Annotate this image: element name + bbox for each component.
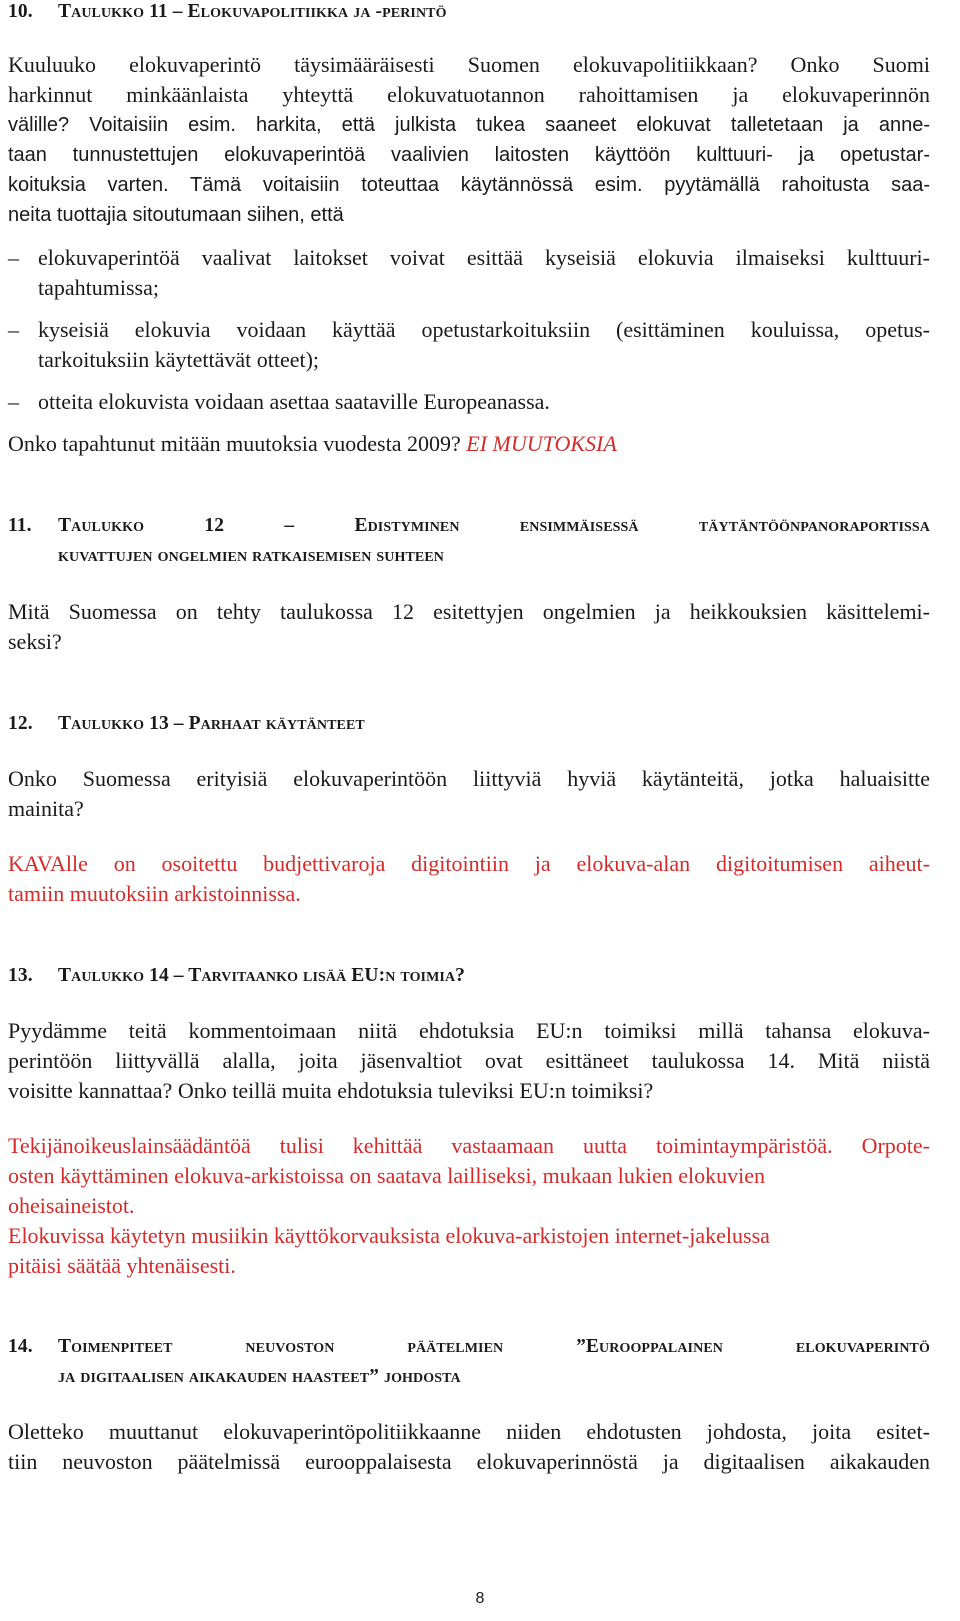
dash-marker: – (8, 317, 19, 342)
section-title-cont: kuvattujen ongelmien ratkaisemisen suhteen (58, 545, 445, 566)
text-line: Mitä Suomessa on tehty taulukossa 12 esitettyjen ongelmien ja heikkouksien käsittelemi- (8, 599, 930, 624)
section-title: Toimenpiteet neuvoston päätelmien ”Eurooppalainen elokuvaperintö (58, 1336, 930, 1357)
bullet-text: otteita elokuvista voidaan asettaa saataville Europeanassa. (38, 389, 550, 414)
bullet-text: tarkoituksiin käytettävät otteet); (38, 347, 320, 372)
answer-line: Tekijänoikeuslainsäädäntöä tulisi kehittää vastaamaan uutta toimintaympäristöä. Orpote- (8, 1133, 930, 1158)
bullet-item (8, 243, 930, 303)
text-line: perintöön liittyvällä alalla, joita jäsenvaltiot ovat esittäneet taulukossa 14. Mitä niistä (8, 1048, 930, 1073)
dash-marker: – (8, 245, 19, 270)
section-10-heading (8, 0, 930, 27)
text-line: taan tunnustettujen elokuvaperintöä vaalivien laitosten käyttöön kulttuuri- ja opetustar- (8, 144, 930, 166)
bullet-item (8, 387, 930, 417)
text-line: neita tuottajia sitoutumaan siihen, että (8, 204, 344, 226)
question-text: Onko tapahtunut mitään muutoksia vuodesta 2009? (8, 431, 461, 456)
section-13-question (8, 1016, 930, 1106)
answer-line: osten käyttäminen elokuva-arkistoissa on saatava lailliseksi, mukaan lukien elokuvien (8, 1163, 765, 1188)
section-10-intro (8, 50, 930, 230)
answer-line: Elokuvissa käytetyn musiikin käyttökorvauksista elokuva-arkistojen internet-jakelussa (8, 1223, 770, 1248)
section-11-heading (8, 511, 930, 571)
section-title: Taulukko 12 – Edistyminen ensimmäisessä täytäntöönpanoraportissa (58, 515, 930, 536)
section-12-question (8, 764, 930, 824)
answer-line: oheisaineistot. (8, 1193, 135, 1218)
section-title-cont: ja digitaalisen aikakauden haasteet” johdosta (58, 1366, 461, 1387)
answer-line: KAVAlle on osoitettu budjettivaroja digitointiin ja elokuva-alan digitoitumisen aiheut- (8, 851, 930, 876)
dash-marker: – (8, 389, 19, 414)
section-number: 14. (8, 1336, 33, 1357)
section-10-question (8, 429, 930, 459)
section-13-heading (8, 961, 930, 991)
section-14-heading (8, 1332, 930, 1392)
text-line: Oletteko muuttanut elokuvaperintöpolitiikkaanne niiden ehdotusten johdosta, joita esitet- (8, 1419, 930, 1444)
section-number: 11. (8, 515, 32, 536)
bullet-text: kyseisiä elokuvia voidaan käyttää opetustarkoituksiin (esittäminen kouluissa, opetus- (38, 317, 930, 342)
answer-line: pitäisi säätää yhtenäisesti. (8, 1253, 236, 1278)
section-13-answer (8, 1131, 930, 1281)
bullet-text: tapahtumissa; (38, 275, 159, 300)
text-line: välille? Voitaisiin esim. harkita, että julkista tukea saaneet elokuvat talletetaan ja anne- (8, 114, 930, 136)
text-line: koituksia varten. Tämä voitaisiin toteuttaa käytännössä esim. pyytämällä rahoitusta saa- (8, 174, 930, 196)
text-line: voisitte kannattaa? Onko teillä muita ehdotuksia tuleviksi EU:n toimiksi? (8, 1078, 654, 1103)
text-line: tiin neuvoston päätelmissä eurooppalaisesta elokuvaperinnöstä ja digitaalisen aikakauden (8, 1449, 930, 1474)
section-12-heading (8, 709, 930, 739)
section-title: Taulukko 13 – Parhaat käytänteet (58, 713, 365, 734)
bullet-item (8, 315, 930, 375)
text-line: seksi? (8, 629, 62, 654)
section-title: Taulukko 14 – Tarvitaanko lisää EU:n toimia? (58, 965, 466, 986)
section-title: Taulukko 11 – Elokuvapolitiikka ja -perintö (58, 1, 447, 22)
text-line: Pyydämme teitä kommentoimaan niitä ehdotuksia EU:n toimiksi millä tahansa elokuva- (8, 1018, 930, 1043)
bullet-text: elokuvaperintöä vaalivat laitokset voivat esittää kyseisiä elokuvia ilmaiseksi kulttuuri- (38, 245, 930, 270)
section-number: 10. (8, 1, 33, 22)
section-number: 13. (8, 965, 33, 986)
text-line: Onko Suomessa erityisiä elokuvaperintöön liittyviä hyviä käytänteitä, jotka haluaisitte (8, 766, 930, 791)
section-12-answer (8, 849, 930, 909)
text-line: Kuuluuko elokuvaperintö täysimääräisesti Suomen elokuvapolitiikkaan? Onko Suomi (8, 52, 930, 77)
section-number: 12. (8, 713, 33, 734)
section-11-body (8, 597, 930, 657)
answer-text: EI MUUTOKSIA (466, 431, 617, 456)
answer-line: tamiin muutoksiin arkistoinnissa. (8, 881, 301, 906)
page-number: 8 (475, 1590, 485, 1607)
text-line: harkinnut minkäänlaista yhteyttä elokuvatuotannon rahoittamisen ja elokuvaperinnön (8, 82, 930, 107)
section-14-body (8, 1417, 930, 1477)
text-line: mainita? (8, 796, 84, 821)
